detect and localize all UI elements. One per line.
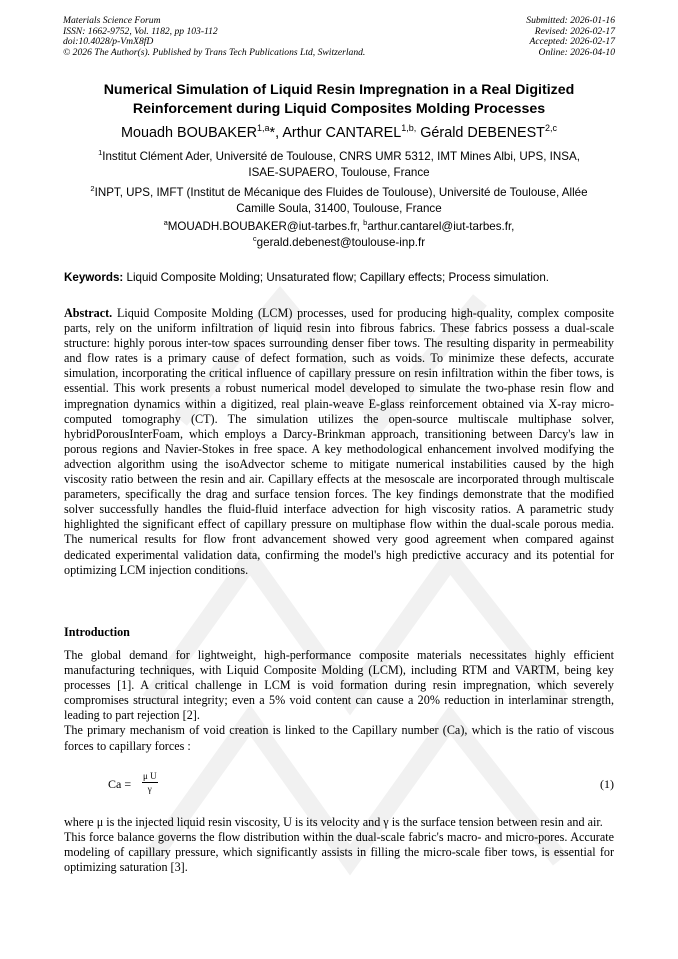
author-2-affil: 1,b, bbox=[401, 123, 417, 133]
journal-name: Materials Science Forum bbox=[63, 15, 161, 26]
paper-title bbox=[40, 81, 638, 118]
author-emails bbox=[50, 219, 628, 250]
keywords-text: Liquid Composite Molding; Unsaturated flow; Capillary effects; Process simulation. bbox=[123, 271, 550, 284]
introduction-body-1 bbox=[64, 648, 614, 754]
date-online: Online: 2026-04-10 bbox=[538, 46, 615, 58]
author-1-corresponding: * bbox=[269, 125, 276, 141]
affiliation-2-line-1: INPT, UPS, IMFT (Institut de Mécanique des Fluides de Toulouse), Université de Toulouse, Allée bbox=[94, 186, 588, 199]
introduction-paragraph-1: The global demand for lightweight, high-performance composite materials necessitates highly efficient manufacturing techniques, with Liquid Composite Molding (LCM), including RTM and VARTM, being key processes [1]. A critical challenge in LCM is void formation during resin impregnation, which severely compromises structural integrity; even a 5% void content can cause a 20% reduction in interlaminar strength, leading to part rejection [2]. bbox=[64, 648, 614, 723]
journal-doi: doi:10.4028/p-VmX8fD bbox=[63, 36, 154, 48]
affiliation-2 bbox=[50, 185, 628, 216]
email-a-marker: a bbox=[163, 218, 168, 227]
abstract-label: Abstract. bbox=[64, 306, 113, 320]
date-submitted: Submitted: 2026-01-16 bbox=[526, 15, 615, 26]
affiliation-1-line-1: Institut Clément Ader, Université de Toulouse, CNRS UMR 5312, IMT Mines Albi, UPS, INSA, bbox=[102, 150, 580, 163]
introduction-body-2 bbox=[64, 815, 614, 875]
affiliation-1-line-2: ISAE-SUPAERO, Toulouse, France bbox=[248, 165, 430, 179]
equation-numerator: μ U bbox=[143, 771, 157, 781]
introduction-paragraph-4: This force balance governs the flow distribution within the dual-scale fabric's macro- and micro-pores. Accurate modeling of capillary pressure, which significantly assists in filling the micro-scale fiber tows, is essential for optimizing saturation [3]. bbox=[64, 830, 614, 875]
author-1-affil: 1,a bbox=[256, 123, 270, 133]
abstract bbox=[64, 306, 614, 578]
affiliation-1-marker: 1 bbox=[98, 148, 103, 157]
equation-denominator: γ bbox=[147, 784, 152, 794]
title-line-1: Numerical Simulation of Liquid Resin Impregnation in a Real Digitized bbox=[103, 82, 575, 98]
author-1-name: Mouadh BOUBAKER bbox=[121, 125, 257, 141]
affiliation-1 bbox=[50, 149, 628, 180]
affiliation-2-marker: 2 bbox=[90, 184, 95, 193]
date-accepted: Accepted: 2026-02-17 bbox=[529, 36, 615, 48]
author-list: Mouadh BOUBAKER$^{1,a}$*, Arthur $CANTAREL^{1,b,}$ Gérald DEBENEST$^{2,c}$ bbox=[121, 123, 557, 141]
author-3-affil: 2,c bbox=[544, 123, 557, 133]
equation-1 bbox=[108, 770, 614, 802]
author-2-name: Arthur CANTAREL bbox=[282, 125, 402, 141]
keywords-label: Keywords: bbox=[64, 271, 124, 284]
introduction-heading: Introduction bbox=[64, 625, 130, 639]
email-b[interactable]: arthur.cantarel@iut-tarbes.fr, bbox=[367, 220, 515, 233]
keywords bbox=[64, 270, 624, 285]
journal-info bbox=[63, 16, 365, 58]
introduction-paragraph-3: where μ is the injected liquid resin viscosity, U is its velocity and γ is the surface tension between resin and air. bbox=[64, 815, 603, 829]
email-a[interactable]: MOUADH.BOUBAKER@iut-tarbes.fr, bbox=[167, 220, 364, 233]
submission-dates bbox=[526, 16, 615, 58]
author-3-name: Gérald DEBENEST bbox=[420, 125, 545, 141]
equation-fraction bbox=[142, 770, 158, 795]
email-c[interactable]: gerald.debenest@toulouse-inp.fr bbox=[256, 235, 426, 249]
equation-number: (1) bbox=[600, 777, 614, 791]
journal-copyright: © 2026 The Author(s). Published by Trans Tech Publications Ltd, Switzerland. bbox=[63, 46, 366, 58]
date-revised: Revised: 2026-02-17 bbox=[534, 25, 615, 37]
introduction-paragraph-2: The primary mechanism of void creation is linked to the Capillary number (Ca), which is the ratio of viscous forces to capillary forces : bbox=[64, 723, 614, 753]
abstract-text: Liquid Composite Molding (LCM) processes, used for producing high-quality, complex composite parts, rely on the uniform infiltration of liquid resin into fibrous fabrics. These fabrics possess a dual-scale structure: highly porous inter-tow spaces surrounding denser fiber tows. The resulting disparity in permeability and flow rates is a primary cause of defect formation, such as voids. To minimize these defects, accurate simulation, incorporating the critical influence of capillary pressure on resin infiltration within the fiber tows, is essential. This work presents a robust numerical model developed to simulate the two-phase resin flow and impregnation dynamics within a digitized, real plain-weave E-glass reinforcement obtained via X-ray micro-computed tomography (CT). The simulation utilizes the open-source multiscale multiphase solver, hybridPorousInterFoam, which employs a Darcy-Brinkman approach, transitioning between Darcy's law in porous regions and Navier-Stokes in free space. A key methodological enhancement involved modifying the advection algorithm using the isoAdvector scheme to mitigate numerical instabilities caused by the high viscosity ratio between the resin and air. Capillary effects at the mesoscale are incorporated through multiscale parameters, specifically the drag and surface tension forces. The key findings demonstrate that the modified solver successfully handles the fluid-fluid interface advection for high viscosity ratios. A parametric study highlighted the significant effect of capillary pressure on multiphase flow within the dual-scale porous media. The numerical results for flow front advancement showed very good agreement when compared against dedicated experimental validation data, confirming the model's high predictive accuracy and its potential for optimizing LCM injection conditions. bbox=[64, 306, 614, 577]
affiliation-2-line-2: Camille Soula, 31400, Toulouse, France bbox=[236, 201, 442, 215]
equation-lhs: Ca = bbox=[108, 777, 132, 791]
title-line-2: Reinforcement during Liquid Composites Molding Processes bbox=[132, 100, 546, 117]
journal-issn: ISSN: 1662-9752, Vol. 1182, pp 103-112 bbox=[63, 25, 218, 37]
email-b-marker: b bbox=[363, 218, 368, 227]
email-c-marker: c bbox=[252, 233, 257, 243]
